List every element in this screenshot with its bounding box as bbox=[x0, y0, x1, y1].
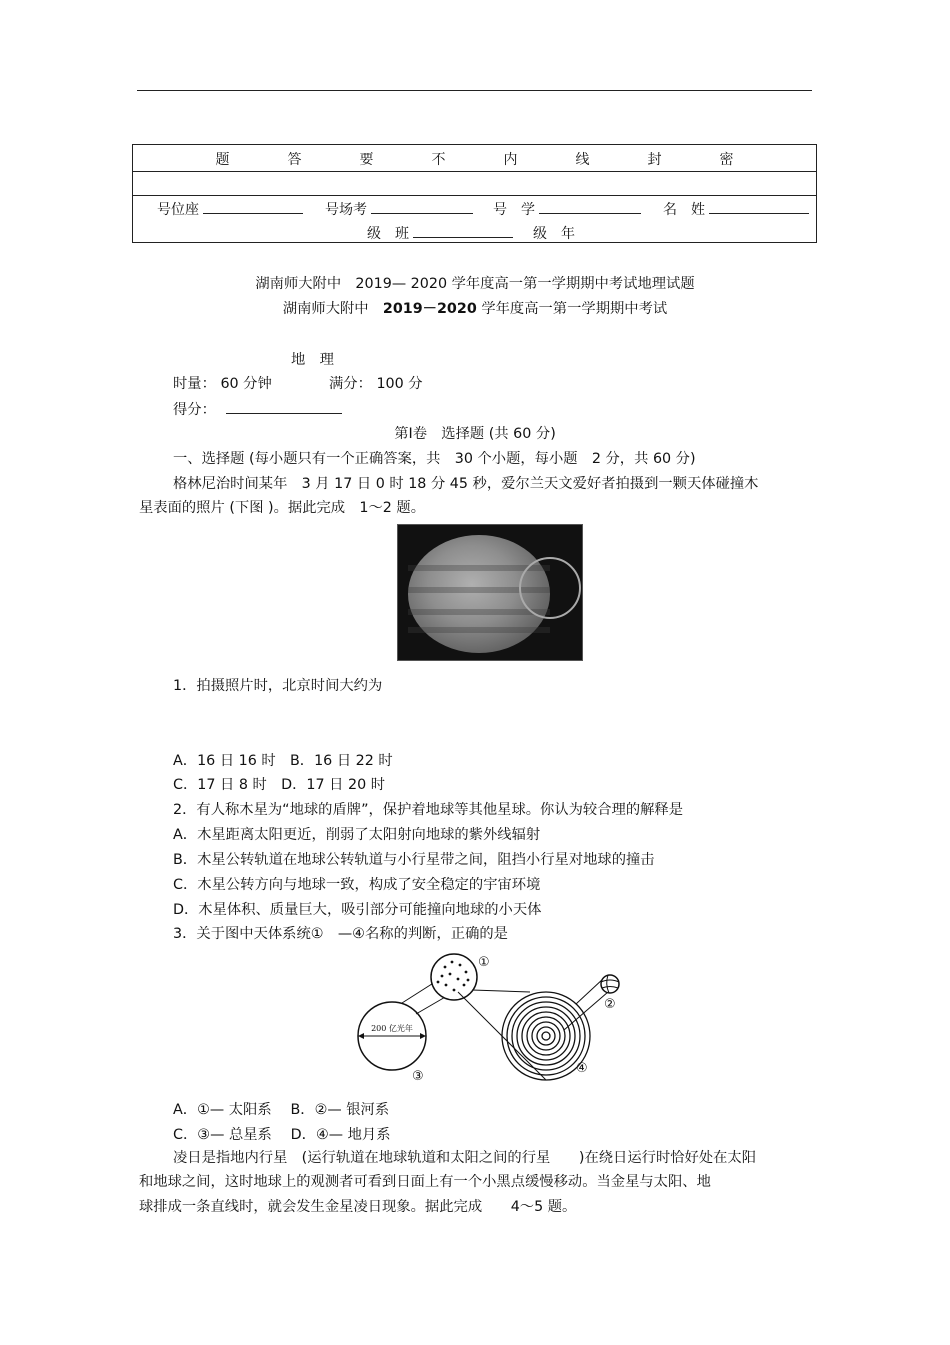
mark-1: ① bbox=[478, 955, 490, 970]
name-field[interactable] bbox=[663, 199, 809, 219]
intro-1-line-2: 星表面的照片 (下图 )。据此完成 1～2 题。 bbox=[139, 500, 426, 516]
score-label: 得分： bbox=[173, 402, 216, 418]
jupiter-impact-photo bbox=[397, 524, 583, 661]
mark-4: ④ bbox=[576, 1061, 588, 1076]
seal-char: 要 bbox=[359, 152, 374, 168]
subject-title: 地 理 bbox=[291, 352, 334, 368]
intro-2-line-2: 和地球之间，这时地球上的观测者可看到日面上有一个小黑点缓慢移动。当金星与太阳、地 bbox=[139, 1174, 711, 1190]
celestial-systems-diagram bbox=[350, 952, 650, 1092]
intro-2-line-3: 球排成一条直线时，就会发生金星凌日现象。据此完成 4～5 题。 bbox=[139, 1199, 577, 1215]
seat-field[interactable] bbox=[157, 199, 303, 219]
seal-divider bbox=[133, 171, 816, 172]
mark-3: ③ bbox=[412, 1069, 424, 1084]
impact-circle bbox=[519, 557, 581, 619]
q3-stem: 3．关于图中天体系统① —④名称的判断，正确的是 bbox=[173, 926, 508, 942]
student-no-field[interactable] bbox=[493, 199, 641, 219]
seat-label: 号位座 bbox=[157, 202, 199, 218]
seal-char: 封 bbox=[647, 152, 662, 168]
section-title: 第Ⅰ卷 选择题 (共 60 分) bbox=[394, 426, 556, 442]
full-label: 满分： bbox=[329, 376, 372, 392]
mark-2: ② bbox=[604, 997, 616, 1012]
class-label: 级 班 bbox=[367, 226, 409, 242]
top-rule bbox=[137, 90, 812, 91]
full-score-info bbox=[329, 373, 423, 393]
seal-line-box bbox=[132, 144, 817, 243]
seal-line-title bbox=[133, 149, 816, 169]
q2-option-a: A．木星距离太阳更近，削弱了太阳射向地球的紫外线辐射 bbox=[173, 827, 541, 843]
q1-options-ab: A．16 日 16 时 B．16 日 22 时 bbox=[173, 753, 393, 769]
seal-char: 内 bbox=[503, 152, 518, 168]
section-instruction: 一、选择题 (每小题只有一个正确答案，共 30 个小题，每小题 2 分，共 60 分) bbox=[173, 451, 696, 467]
seal-char: 答 bbox=[287, 152, 302, 168]
q2-option-d: D．木星体积、质量巨大，吸引部分可能撞向地球的小天体 bbox=[173, 902, 542, 918]
score-field[interactable] bbox=[173, 399, 342, 419]
seal-char: 密 bbox=[719, 152, 734, 168]
room-blank[interactable] bbox=[371, 201, 473, 214]
time-label: 时量： bbox=[173, 376, 216, 392]
q3-options-ab: A．①— 太阳系 B．②— 银河系 bbox=[173, 1102, 390, 1118]
intro-1-line-1: 格林尼治时间某年 3 月 17 日 0 时 18 分 45 秒，爱尔兰天文爱好者拍摄到一颗天体碰撞木 bbox=[173, 476, 759, 492]
time-info bbox=[173, 373, 272, 393]
full-value: 100 分 bbox=[376, 376, 423, 392]
score-blank[interactable] bbox=[226, 401, 342, 414]
grade-field bbox=[533, 223, 575, 243]
subtitle-suffix: 学年度高一第一学期期中考试 bbox=[476, 301, 668, 317]
room-field[interactable] bbox=[325, 199, 473, 219]
q2-option-b: B．木星公转轨道在地球公转轨道与小行星带之间，阻挡小行星对地球的撞击 bbox=[173, 852, 655, 868]
q2-stem: 2．有人称木星为“地球的盾牌”，保护着地球等其他星球。你认为较合理的解释是 bbox=[173, 802, 683, 818]
name-label: 名 姓 bbox=[663, 202, 705, 218]
q3-options-cd: C．③— 总星系 D．④— 地月系 bbox=[173, 1127, 391, 1143]
subtitle-years: 2019－2020 bbox=[382, 301, 477, 317]
exam-subtitle bbox=[0, 298, 950, 318]
scale-label: 200 亿光年 bbox=[371, 1024, 413, 1033]
seal-char: 不 bbox=[431, 152, 446, 168]
name-blank[interactable] bbox=[709, 201, 809, 214]
student-no-blank[interactable] bbox=[539, 201, 641, 214]
seat-blank[interactable] bbox=[203, 201, 303, 214]
q2-option-c: C．木星公转方向与地球一致，构成了安全稳定的宇宙环境 bbox=[173, 877, 541, 893]
q1-options-cd: C．17 日 8 时 D．17 日 20 时 bbox=[173, 777, 386, 793]
seal-char: 线 bbox=[575, 152, 590, 168]
seal-divider bbox=[133, 195, 816, 196]
subtitle-prefix: 湖南师大附中 bbox=[282, 301, 383, 317]
system-1-circle bbox=[431, 954, 477, 1000]
time-value: 60 分钟 bbox=[220, 376, 272, 392]
room-label: 号场考 bbox=[325, 202, 367, 218]
intro-2-line-1: 凌日是指地内行星 (运行轨道在地球轨道和太阳之间的行星 )在绕日运行时恰好处在太阳 bbox=[173, 1150, 757, 1166]
grade-label: 级 年 bbox=[533, 226, 575, 242]
q1-stem: 1．拍摄照片时，北京时间大约为 bbox=[173, 678, 383, 694]
class-blank[interactable] bbox=[413, 225, 513, 238]
student-no-label: 号 学 bbox=[493, 202, 535, 218]
seal-char: 题 bbox=[215, 152, 230, 168]
system-2-globe bbox=[601, 975, 619, 993]
exam-title: 湖南师大附中 2019— 2020 学年度高一第一学期期中考试地理试题 bbox=[255, 276, 695, 292]
class-field[interactable] bbox=[367, 223, 513, 243]
